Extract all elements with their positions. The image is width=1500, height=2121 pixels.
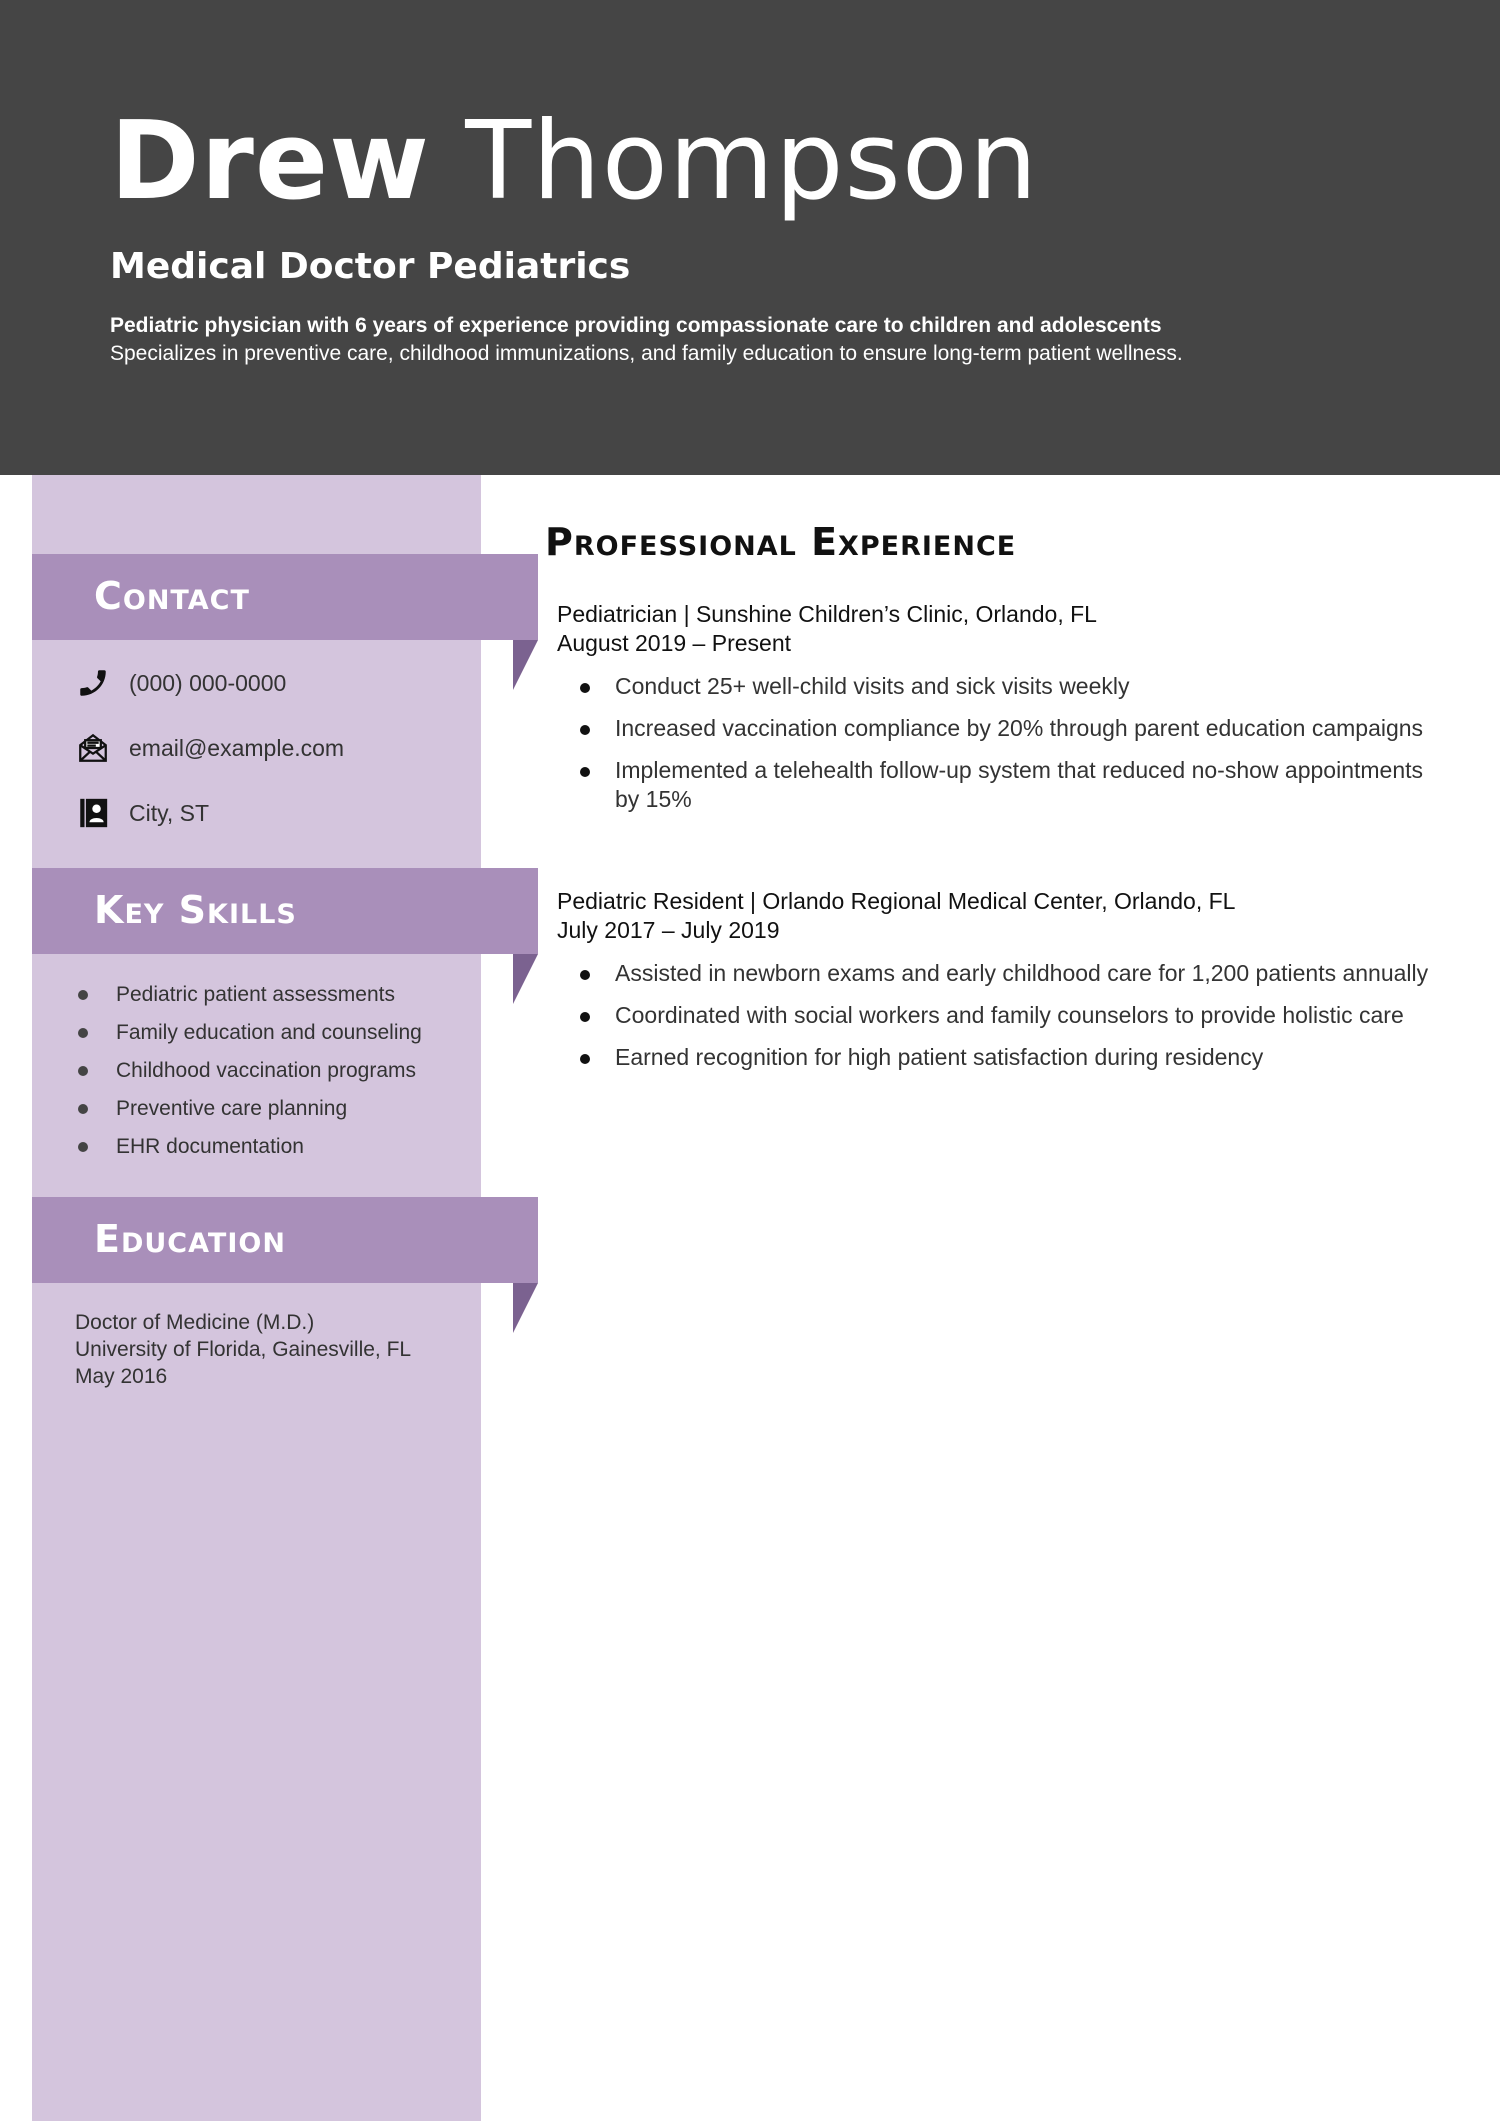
bullet-dot <box>580 970 590 980</box>
bullet-dot <box>580 767 590 777</box>
job-bullets <box>557 959 1437 1072</box>
bullet-dot <box>78 1104 88 1114</box>
bullet-text: Increased vaccination compliance by 20% through parent education campaigns <box>615 715 1424 741</box>
bullet-dot <box>580 725 590 735</box>
candidate-name <box>110 99 1039 224</box>
contact-heading-band <box>32 554 538 640</box>
skills-heading-band <box>32 868 538 954</box>
job-dates: August 2019 – Present <box>557 630 791 656</box>
location-text: City, ST <box>129 799 210 826</box>
address-book-icon <box>75 795 111 831</box>
list-item <box>75 1128 422 1166</box>
last-name: Thompson <box>465 99 1039 224</box>
list-item <box>557 756 1437 814</box>
contact-band-fold <box>513 640 538 690</box>
list-item <box>75 1052 422 1090</box>
bullet-dot <box>78 990 88 1000</box>
job-role: Pediatrician <box>557 601 678 627</box>
list-item <box>557 714 1437 743</box>
bullet-dot <box>580 683 590 693</box>
phone-text: (000) 000-0000 <box>129 669 287 696</box>
first-name: Drew <box>110 99 430 224</box>
education-heading-band <box>32 1197 538 1283</box>
summary <box>110 312 1410 368</box>
bullet-dot <box>78 1142 88 1152</box>
bullet-text: Implemented a telehealth follow-up system that reduced no-show appointments by 15% <box>615 757 1424 812</box>
experience-heading: Professional Experience <box>545 520 1017 564</box>
contact-location <box>75 793 209 833</box>
list-item <box>557 672 1437 701</box>
summary-lead: Pediatric physician with 6 years of experience providing compassionate care to children and adolescents <box>110 314 1162 337</box>
bullet-dot <box>78 1028 88 1038</box>
skills-band-fold <box>513 954 538 1004</box>
skill-text: Preventive care planning <box>116 1097 348 1120</box>
list-item <box>557 1043 1437 1072</box>
bullet-text: Conduct 25+ well-child visits and sick visits weekly <box>615 673 1130 699</box>
resume-header <box>0 0 1500 475</box>
education-band-fold <box>513 1283 538 1333</box>
skill-text: Childhood vaccination programs <box>116 1059 416 1082</box>
list-item <box>557 959 1437 988</box>
contact-heading: Contact <box>94 574 250 618</box>
skill-text: Family education and counseling <box>116 1021 422 1044</box>
email-icon <box>75 730 111 766</box>
bullet-dot <box>580 1054 590 1064</box>
bullet-dot <box>580 1012 590 1022</box>
education-heading: Education <box>94 1217 286 1261</box>
skill-text: EHR documentation <box>116 1135 304 1158</box>
graduation-date: May 2016 <box>75 1365 168 1388</box>
skill-text: Pediatric patient assessments <box>116 983 395 1006</box>
bullet-text: Coordinated with social workers and family counselors to provide holistic care <box>615 1002 1404 1028</box>
job-heading: Pediatric Resident | Orlando Regional Medical Center, Orlando, FL <box>557 888 1236 914</box>
skills-heading: Key Skills <box>94 888 297 932</box>
list-item <box>75 1014 422 1052</box>
job-dates: July 2017 – July 2019 <box>557 917 780 943</box>
contact-email <box>75 728 344 768</box>
job-bullets <box>557 672 1437 814</box>
school: University of Florida, Gainesville, FL <box>75 1338 412 1361</box>
skills-list <box>75 976 422 1166</box>
list-item <box>75 976 422 1014</box>
degree: Doctor of Medicine (M.D.) <box>75 1311 315 1334</box>
list-item <box>557 1001 1437 1030</box>
bullet-text: Assisted in newborn exams and early childhood care for 1,200 patients annually <box>615 960 1429 986</box>
job-entry <box>557 600 1437 827</box>
email-text: email@example.com <box>129 734 345 761</box>
contact-phone <box>75 663 286 703</box>
bullet-text: Earned recognition for high patient satisfaction during residency <box>615 1044 1264 1070</box>
education-entry <box>75 1309 411 1390</box>
job-title: Medical Doctor Pediatrics <box>110 246 631 287</box>
summary-rest: Specializes in preventive care, childhood immunizations, and family education to ensure long-term patient wellness. <box>110 342 1183 365</box>
job-entry <box>557 887 1437 1085</box>
job-heading: Pediatrician | Sunshine Children’s Clinic, Orlando, FL <box>557 601 1097 627</box>
job-role: Pediatric Resident <box>557 888 744 914</box>
bullet-dot <box>78 1066 88 1076</box>
sidebar <box>32 475 481 2121</box>
job-employer: Sunshine Children’s Clinic, Orlando, FL <box>695 601 1097 627</box>
phone-icon <box>75 665 111 701</box>
job-employer: Orlando Regional Medical Center, Orlando, FL <box>762 888 1236 914</box>
list-item <box>75 1090 422 1128</box>
